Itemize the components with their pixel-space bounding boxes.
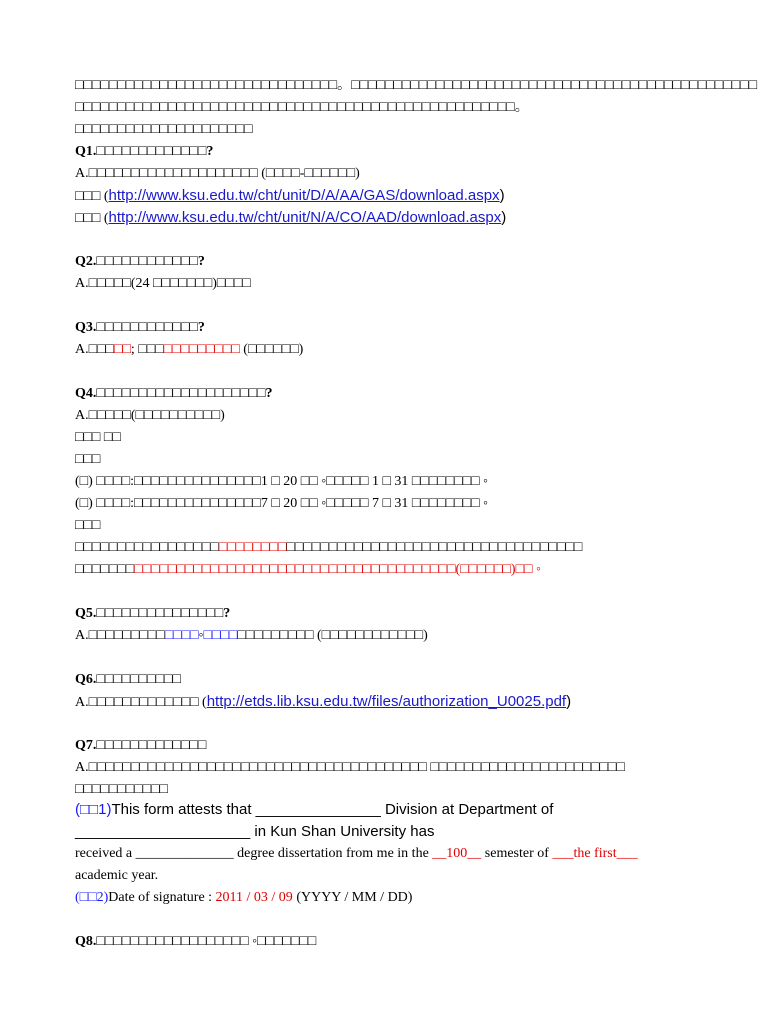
q4-line-6 xyxy=(75,539,582,557)
q4-line-4: (□) □□□□:□□□□□□□□□□□□□□□7 □ 20 □□ ◦□□□□□ 7 □ 31 □□□□□□□□ ◦ xyxy=(75,496,489,511)
q1-link-row-1 xyxy=(75,187,505,206)
intro-line-1: □□□□□□□□□□□□□□□□□□□□□□□□□□□□□□□。□□□□□□□□□□□□□□□□□□□□□□□□□□□□□□□□□□□□□□□□□□□□□□□□ xyxy=(75,78,758,93)
intro-line-2: □□□□□□□□□□□□□□□□□□□□□□□□□□□□□□□□□□□□□□□□□□□□□□□□□□□□。 xyxy=(75,100,529,115)
intro-line-3: □□□□□□□□□□□□□□□□□□□□□ xyxy=(75,122,253,137)
q1-link2-suffix: ) xyxy=(501,209,507,226)
q7-question: Q7.□□□□□□□□□□□□□ xyxy=(75,738,207,753)
q4-question: Q4.□□□□□□□□□□□□□□□□□□□□? xyxy=(75,386,273,401)
q1-link1-prefix: □□□ ( xyxy=(75,189,109,204)
q3-answer-prefix: A.□□□ xyxy=(75,342,114,357)
download-link-aad[interactable]: http://www.ksu.edu.tw/cht/unit/N/A/CO/AAD/download.aspx xyxy=(108,209,502,226)
q4-answer: A.□□□□□(□□□□□□□□□□) xyxy=(75,408,225,423)
q1-question: Q1.□□□□□□□□□□□□□? xyxy=(75,144,214,159)
q8-question: Q8.□□□□□□□□□□□□□□□□□□ ◦□□□□□□□ xyxy=(75,934,317,949)
q4-line-5: □□□ xyxy=(75,518,101,533)
q6-answer-suffix: ) xyxy=(566,693,572,710)
form-date-label: Date of signature : xyxy=(108,890,216,905)
download-link-gas[interactable]: http://www.ksu.edu.tw/cht/unit/D/A/AA/GAS/download.aspx xyxy=(108,187,500,204)
q4-line-2: □□□ xyxy=(75,452,101,467)
q3-answer-suffix: (□□□□□□) xyxy=(239,342,304,357)
form-date-value: 2011 / 03 / 09 xyxy=(215,890,293,905)
q4-line-1: □□□ □□ xyxy=(75,430,121,445)
q5-answer-prefix: A.□□□□□□□□□ xyxy=(75,628,165,643)
form-line-1-text: This form attests that _______________ Division at Department of xyxy=(111,801,554,818)
q2-answer: A.□□□□□(24 □□□□□□□)□□□□ xyxy=(75,276,251,291)
q3-answer-highlight-2: □□□□□□□□□ xyxy=(163,342,240,357)
q5-answer xyxy=(75,627,428,645)
q1-link1-suffix: ) xyxy=(499,187,505,204)
q7-answer-2: □□□□□□□□□□□ xyxy=(75,782,169,797)
form-note-2-label: (□□2) xyxy=(75,890,109,905)
q5-answer-separator: ◦ xyxy=(198,628,204,643)
form-line-3-text-a: received a ______________ degree dissertation from me in the xyxy=(75,846,433,861)
form-line-3 xyxy=(75,845,638,863)
q7-answer-1: A.□□□□□□□□□□□□□□□□□□□□□□□□□□□□□□□□□□□□□□□□ □□□□□□□□□□□□□□□□□□□□□□□ xyxy=(75,760,625,775)
form-semester-value: __100__ xyxy=(432,846,482,861)
q4-line-6-prefix: □□□□□□□□□□□□□□□□□ xyxy=(75,540,219,555)
q5-question: Q5.□□□□□□□□□□□□□□□? xyxy=(75,606,231,621)
q3-question: Q3.□□□□□□□□□□□□? xyxy=(75,320,205,335)
form-line-5 xyxy=(75,889,412,907)
q4-line-7-prefix: □□□□□□□ xyxy=(75,562,135,577)
q4-line-7 xyxy=(75,561,541,579)
q3-answer xyxy=(75,341,303,359)
q1-link2-prefix: □□□ ( xyxy=(75,211,109,226)
q6-question: Q6.□□□□□□□□□□ xyxy=(75,672,181,687)
form-term-value: ___the first___ xyxy=(552,846,638,861)
q6-answer-prefix: A.□□□□□□□□□□□□□ ( xyxy=(75,695,207,710)
q6-answer xyxy=(75,693,571,712)
q4-line-7-highlight: □□□□□□□□□□□□□□□□□□□□□□□□□□□□□□□□□□□□□□(□□□□□□)□□ ◦ xyxy=(134,562,541,577)
q2-question: Q2.□□□□□□□□□□□□? xyxy=(75,254,205,269)
q4-line-6-highlight: □□□□□□□□ xyxy=(218,540,287,555)
q3-answer-mid: ; □□□ xyxy=(130,342,164,357)
form-date-format: (YYYY / MM / DD) xyxy=(292,890,413,905)
q5-answer-blue-1: □□□□ xyxy=(164,628,199,643)
authorization-pdf-link[interactable]: http://etds.lib.ksu.edu.tw/files/authorization_U0025.pdf xyxy=(206,693,567,710)
form-line-2: _____________________ in Kun Shan University has xyxy=(75,823,435,840)
form-line-1 xyxy=(75,801,553,819)
form-line-3-text-b: semester of xyxy=(481,846,553,861)
q4-line-6-suffix: □□□□□□□□□□□□□□□□□□□□□□□□□□□□□□□□□□□ xyxy=(286,540,583,555)
form-note-1-label: (□□1) xyxy=(75,801,112,818)
q5-answer-blue-2: □□□□ xyxy=(203,628,238,643)
q4-line-3: (□) □□□□:□□□□□□□□□□□□□□□1 □ 20 □□ ◦□□□□□ 1 □ 31 □□□□□□□□ ◦ xyxy=(75,474,489,489)
q5-answer-suffix: □□□□□□□□□ (□□□□□□□□□□□□) xyxy=(237,628,428,643)
form-line-4: academic year. xyxy=(75,868,159,883)
q1-link-row-2 xyxy=(75,209,506,228)
q3-answer-highlight-1: □□ xyxy=(113,342,131,357)
q1-answer: A.□□□□□□□□□□□□□□□□□□□□ (□□□□-□□□□□□) xyxy=(75,166,360,181)
